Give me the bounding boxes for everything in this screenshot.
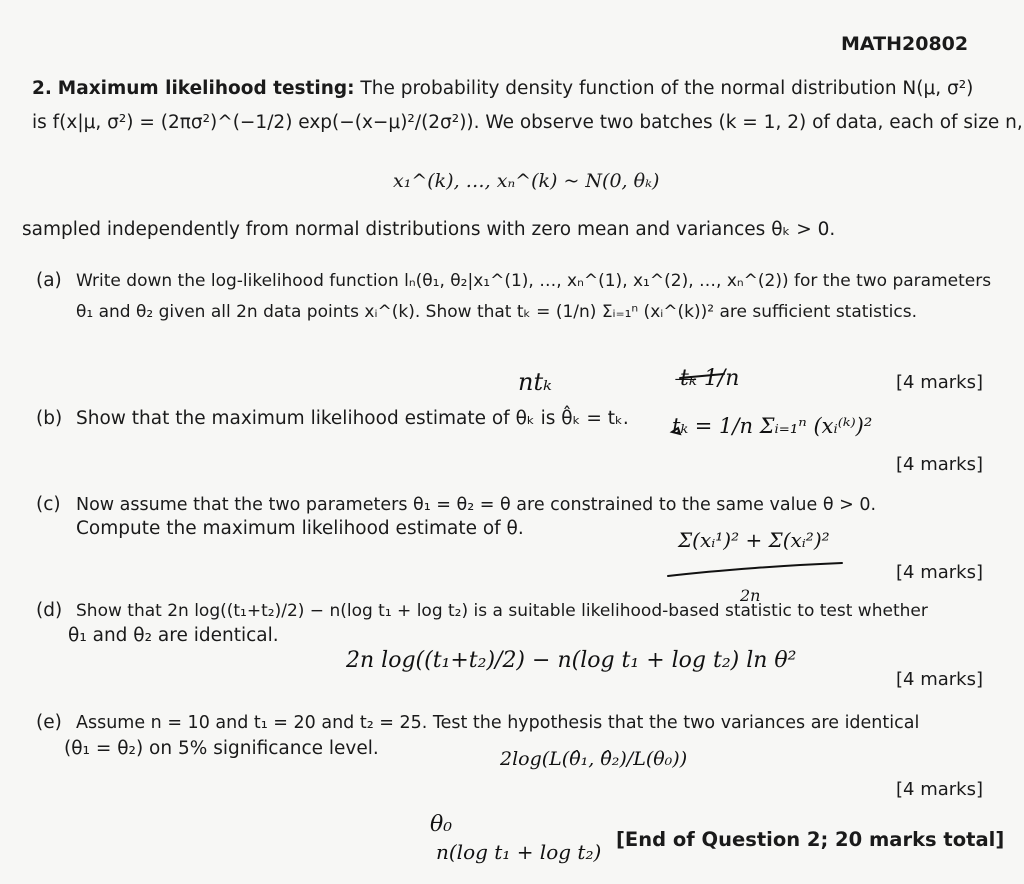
part-d-marks: [4 marks]	[896, 669, 983, 690]
question-title: Maximum likelihood testing:	[57, 78, 355, 99]
part-e-marks: [4 marks]	[896, 779, 983, 800]
question-heading	[32, 78, 973, 99]
underline-stroke	[668, 563, 842, 576]
question-intro-2: is f(x|μ, σ²) = (2πσ²)^(−1/2) exp(−(x−μ)²/(2σ²)). We observe two batches (k = 1, 2) of data, each of size n,	[32, 112, 1023, 133]
handwriting-note-a1: ntₖ	[518, 368, 552, 396]
part-c-line-2: Compute the maximum likelihood estimate of θ.	[76, 518, 524, 539]
part-c	[36, 494, 876, 515]
part-e-line-2: (θ₁ = θ₂) on 5% significance level.	[64, 738, 379, 759]
part-b	[36, 408, 629, 429]
part-a-marks: [4 marks]	[896, 372, 983, 393]
part-c-marks: [4 marks]	[896, 562, 983, 583]
handwriting-note-a2: t̶ₖ̶ 1/n	[680, 366, 740, 391]
part-e-line-1: Assume n = 10 and t₁ = 20 and t₂ = 25. Test the hypothesis that the two variances are identical	[76, 713, 920, 733]
handwriting-note-b: tₖ = 1/n Σᵢ₌₁ⁿ (xᵢ⁽ᵏ⁾)²	[672, 414, 873, 438]
part-a	[36, 270, 991, 291]
question-intro-3: sampled independently from normal distributions with zero mean and variances θₖ > 0.	[22, 219, 836, 240]
handwriting-note-c: Σ(xᵢ¹)² + Σ(xᵢ²)²	[678, 528, 830, 552]
end-of-question: [End of Question 2; 20 marks total]	[616, 828, 1005, 851]
handwriting-note-f2: n(log t₁ + log t₂)	[436, 840, 602, 864]
part-b-label: (b)	[36, 408, 63, 429]
part-d-line-2: θ₁ and θ₂ are identical.	[68, 625, 279, 646]
part-b-line-1: Show that the maximum likelihood estimate of θₖ is θ̂ₖ = tₖ.	[76, 408, 629, 429]
part-c-label: (c)	[36, 494, 61, 515]
display-equation: x₁^(k), …, xₙ^(k) ~ N(0, θₖ)	[393, 170, 660, 192]
handwriting-note-c2: 2n	[740, 586, 761, 605]
part-c-line-1: Now assume that the two parameters θ₁ = θ₂ = θ are constrained to the same value θ > 0.	[76, 495, 877, 515]
part-a-label: (a)	[36, 270, 62, 291]
question-number: 2.	[32, 78, 52, 99]
part-d-label: (d)	[36, 600, 63, 621]
part-b-marks: [4 marks]	[896, 454, 983, 475]
handwriting-note-d: 2n log((t₁+t₂)/2) − n(log t₁ + log t₂) ln θ²	[346, 648, 797, 673]
part-d	[36, 600, 928, 621]
part-a-line-2: θ₁ and θ₂ given all 2n data points xᵢ^(k). Show that tₖ = (1/n) Σᵢ₌₁ⁿ (xᵢ^(k))² are sufficient statistics.	[76, 302, 918, 322]
part-e-label: (e)	[36, 712, 62, 733]
part-e	[36, 712, 919, 733]
course-code: MATH20802	[841, 33, 969, 55]
part-d-line-1: Show that 2n log((t₁+t₂)/2) − n(log t₁ + log t₂) is a suitable likelihood-based statistic to test whether	[76, 601, 928, 621]
handwriting-note-e: 2log(L(θ̂₁, θ̂₂)/L(θ₀))	[500, 748, 688, 770]
handwriting-note-f1: θ₀	[430, 812, 453, 837]
question-intro-1: The probability density function of the normal distribution N(μ, σ²)	[360, 78, 974, 99]
part-a-line-1: Write down the log-likelihood function lₙ(θ₁, θ₂|x₁^(1), …, xₙ^(1), x₁^(2), …, xₙ^(2)) for the two parameters	[76, 271, 992, 291]
